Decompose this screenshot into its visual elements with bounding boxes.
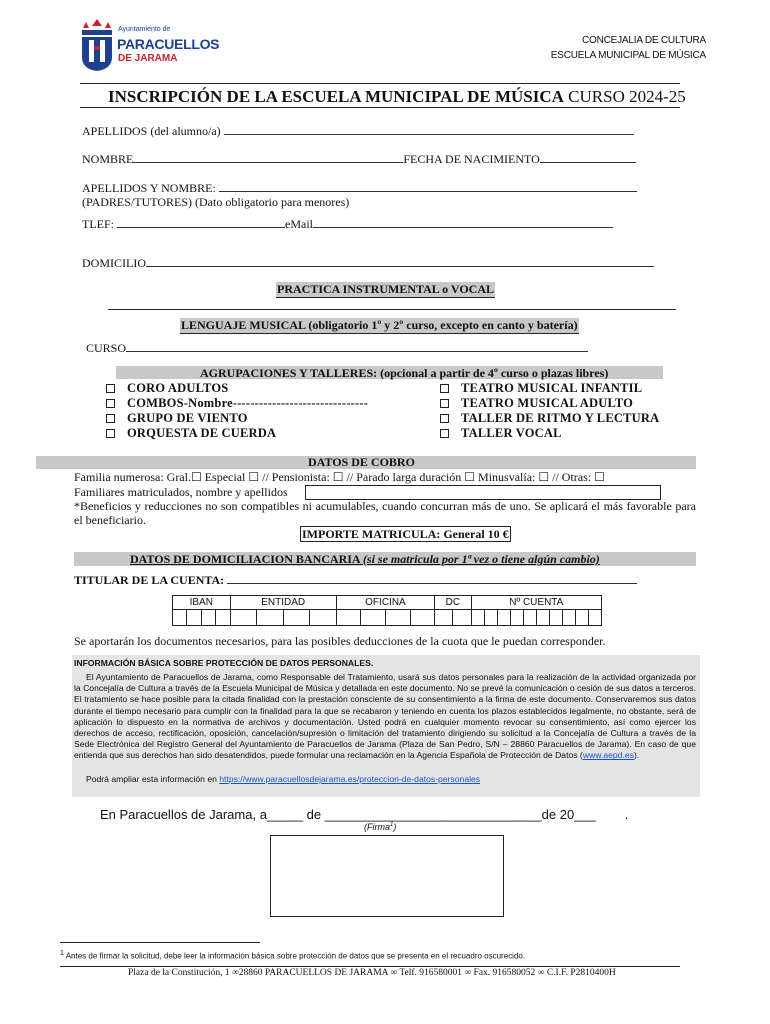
lenguaje-curso-field[interactable] — [86, 341, 588, 356]
nombre-line[interactable] — [133, 152, 403, 163]
option-label: TEATRO MUSICAL ADULTO — [461, 396, 634, 410]
apellidos-label: APELLIDOS (del alumno/a) — [82, 124, 221, 138]
footnote-rule — [60, 942, 260, 943]
domicilio-label: DOMICILIO — [82, 256, 146, 270]
firma-place-date[interactable]: En Paracuellos de Jarama, a_____ de ______________________________de 20___ . — [100, 807, 629, 822]
department-line-1: CONCEJALIA DE CULTURA — [582, 35, 706, 46]
bancaria-heading-italic: (si se matricula por 1ª vez o tiene algún cambio) — [362, 552, 600, 566]
option-coro-adultos[interactable] — [106, 381, 228, 396]
titular-line[interactable] — [227, 573, 637, 584]
tlef-label: TLEF: — [82, 217, 114, 231]
digit-cell[interactable] — [173, 610, 187, 626]
option-label: TEATRO MUSICAL INFANTIL — [461, 381, 643, 395]
logo — [80, 18, 220, 74]
option-teatro-adulto[interactable] — [440, 396, 633, 411]
padres-field[interactable] — [82, 181, 637, 209]
bank-table-header — [173, 596, 602, 610]
option-orquesta-cuerda[interactable] — [106, 426, 276, 441]
familiares-label: Familiares matriculados, nombre y apellidos — [74, 485, 288, 499]
option-taller-vocal[interactable] — [440, 426, 562, 441]
department-line-2: ESCUELA MUNICIPAL DE MÚSICA — [550, 50, 706, 61]
cobro-heading: DATOS DE COBRO — [308, 455, 415, 469]
firma-label — [364, 822, 396, 832]
digit-cell[interactable] — [257, 610, 284, 626]
cuenta-header: Nº CUENTA — [471, 596, 601, 610]
digit-cell[interactable] — [484, 610, 497, 626]
page-title-course: CURSO 2024-25 — [568, 87, 686, 106]
footnote — [60, 950, 525, 961]
bancaria-heading-bold: DATOS DE DOMICILIACION BANCARIA — [130, 552, 360, 566]
logo-sub-text: DE JARAMA — [118, 53, 178, 64]
coat-of-arms-icon — [80, 18, 114, 72]
titular-label: TITULAR DE LA CUENTA: — [74, 573, 225, 587]
familiares-input[interactable] — [305, 485, 661, 500]
checkbox[interactable] — [106, 429, 115, 438]
apellidos-line[interactable] — [224, 124, 634, 135]
digit-cell[interactable] — [385, 610, 410, 626]
digit-cell[interactable] — [471, 610, 484, 626]
email-line[interactable] — [313, 217, 613, 228]
aepd-link[interactable]: www.aepd.es — [582, 750, 634, 761]
bank-account-table[interactable] — [172, 595, 602, 626]
oficina-header: OFICINA — [336, 596, 434, 610]
domicilio-line[interactable] — [146, 256, 654, 267]
digit-cell[interactable] — [562, 610, 575, 626]
importe-box: IMPORTE MATRICULA: General 10 € — [302, 527, 509, 541]
data-protection-heading: INFORMACIÓN BÁSICA SOBRE PROTECCIÓN DE DATOS PERSONALES. — [74, 658, 374, 668]
digit-cell[interactable] — [435, 610, 453, 626]
tlef-line[interactable] — [117, 217, 285, 228]
checkbox[interactable] — [106, 414, 115, 423]
nombre-field[interactable] — [82, 152, 636, 167]
digit-cell[interactable] — [336, 610, 361, 626]
nombre-label: NOMBRE — [82, 152, 134, 166]
lenguaje-heading: LENGUAJE MUSICAL (obligatorio 1º y 2º curso, excepto en canto y batería) — [181, 318, 578, 332]
agrupaciones-heading: AGRUPACIONES Y TALLERES: (opcional a partir de 4º curso o plazas libres) — [200, 366, 609, 380]
title-top-rule — [80, 83, 680, 84]
option-taller-ritmo[interactable] — [440, 411, 659, 426]
checkbox[interactable] — [106, 399, 115, 408]
firma-label-end: ) — [393, 822, 397, 832]
option-label: COMBOS-Nombre------------------------------- — [127, 396, 369, 410]
footer-address: Plaza de la Constitución, 1 ∞28860 PARACUELLOS DE JARAMA ∞ Telf. 916580001 ∞ Fax. 916580052 ∞ C.I.F. P2810400H — [128, 968, 616, 978]
digit-cell[interactable] — [283, 610, 310, 626]
option-combos[interactable] — [106, 396, 368, 411]
digit-cell[interactable] — [230, 610, 257, 626]
footnote-number: 1 — [60, 950, 64, 957]
data-protection-link[interactable]: https://www.paracuellosdejarama.es/proteccion-de-datos-personales — [219, 774, 481, 784]
digit-cell[interactable] — [453, 610, 471, 626]
titular-field[interactable] — [74, 573, 637, 588]
aportaran-note: Se aportarán los documentos necesarios, para las posibles deducciones de la cuota que le puedan corresponder. — [74, 634, 606, 648]
lenguaje-curso-label: CURSO — [86, 341, 127, 355]
checkbox[interactable] — [106, 384, 115, 393]
dc-header: DC — [435, 596, 472, 610]
bank-table-digits[interactable] — [173, 610, 602, 626]
firma-label-text: (Firma — [364, 822, 390, 832]
bancaria-heading — [130, 552, 600, 567]
apellidos-field[interactable] — [82, 124, 634, 139]
checkbox[interactable] — [440, 414, 449, 423]
digit-cell[interactable] — [549, 610, 562, 626]
data-protection-text-end: ). — [633, 750, 640, 761]
signature-box[interactable] — [270, 835, 504, 917]
option-label: ORQUESTA DE CUERDA — [127, 426, 277, 440]
domicilio-field[interactable] — [82, 256, 654, 271]
footnote-text: Antes de firmar la solicitud, debe leer la información básica sobre protección de datos que se presenta en el recuadro oscurecido. — [65, 951, 526, 961]
option-label: GRUPO DE VIENTO — [127, 411, 248, 425]
contact-field[interactable] — [82, 217, 613, 232]
digit-cell[interactable] — [361, 610, 386, 626]
option-grupo-viento[interactable] — [106, 411, 248, 426]
firma-footnote-ref: 1 — [390, 822, 394, 828]
data-protection-body — [74, 672, 696, 762]
department-header — [551, 33, 706, 63]
padres-line[interactable] — [219, 181, 637, 192]
checkbox[interactable] — [440, 429, 449, 438]
digit-cell[interactable] — [310, 610, 337, 626]
page-title-bold: INSCRIPCIÓN DE LA ESCUELA MUNICIPAL DE MÚSICA — [108, 87, 564, 106]
checkbox[interactable] — [440, 399, 449, 408]
email-label: eMail — [285, 217, 313, 231]
digit-cell[interactable] — [216, 610, 230, 626]
lenguaje-curso-line[interactable] — [126, 341, 588, 352]
digit-cell[interactable] — [588, 610, 601, 626]
footer-rule — [60, 966, 680, 967]
option-label: TALLER DE RITMO Y LECTURA — [461, 411, 660, 425]
familia-options[interactable]: Familia numerosa: Gral.☐ Especial ☐ // Pensionista: ☐ // Parado larga duración ☐ Minusvalía: ☐ // Otras: ☐ — [74, 470, 605, 484]
logo-small-text: Ayuntamiento de — [118, 26, 171, 33]
data-protection-text: El Ayuntamiento de Paracuellos de Jarama, como Responsable del Tratamiento, usará sus datos personales para la realización de la actividad organizada por la Concejalía de Cultura a través de la Escuela Municipal de Música y detallada en este documento. No se prevé la comunicación o cesión de sus datos a terceros. El tratamiento se hace posible para la citada finalidad con la prestación consciente de su consentimiento a la firma de este documento. Conservaremos sus datos durante el tiempo necesario para cumplir con la finalidad para la que se recabaron y teniendo en cuenta los plazos establecidos legalmente, no obstante, será de aplicación lo dispuesto en la normativa de archivos y documentación. Usted podrá en cualquier momento revocar su consentimiento, así como ejercer los derechos de acceso, rectificación, oposición, cancelación/supresión o limitación del tratamiento dirigiendo su solicitud a la Concejalía de Cultura a través de la Sede Electrónica del Registro General del Ayuntamiento de Paracuellos de Jarama (Plaza de San Pedro, S/N – 28860 Paracuellos de Jarama). En caso de que entienda que sus derechos han sido desatendidos, puede formular una reclamación en la Agencia Española de Protección de Datos ( — [74, 672, 696, 761]
digit-cell[interactable] — [410, 610, 435, 626]
digit-cell[interactable] — [575, 610, 588, 626]
option-label: CORO ADULTOS — [127, 381, 229, 395]
padres-label: APELLIDOS Y NOMBRE: — [82, 181, 216, 195]
ampliar-label: Podrá ampliar esta información en — [86, 774, 220, 784]
digit-cell[interactable] — [187, 610, 201, 626]
fecha-label: FECHA DE NACIMIENTO — [403, 152, 540, 166]
option-label: TALLER VOCAL — [461, 426, 562, 440]
iban-header: IBAN — [173, 596, 231, 610]
digit-cell[interactable] — [497, 610, 510, 626]
digit-cell[interactable] — [536, 610, 549, 626]
digit-cell[interactable] — [201, 610, 215, 626]
logo-main-text: PARACUELLOS — [117, 36, 220, 52]
checkbox[interactable] — [440, 384, 449, 393]
option-teatro-infantil[interactable] — [440, 381, 642, 396]
title-bottom-rule — [80, 107, 680, 108]
digit-cell[interactable] — [510, 610, 523, 626]
fecha-line[interactable] — [540, 152, 636, 163]
entidad-header: ENTIDAD — [230, 596, 336, 610]
practica-line[interactable] — [108, 309, 676, 310]
practica-heading: PRACTICA INSTRUMENTAL o VOCAL — [277, 282, 495, 296]
beneficios-note: *Beneficios y reducciones no son compatibles ni acumulables, cuando concurran más de uno. Se aplicará el más favorable para el beneficiario. — [74, 499, 696, 527]
digit-cell[interactable] — [523, 610, 536, 626]
padres-note: (PADRES/TUTORES) (Dato obligatorio para menores) — [82, 195, 350, 209]
page-title — [108, 87, 686, 107]
data-protection-more — [86, 774, 480, 785]
